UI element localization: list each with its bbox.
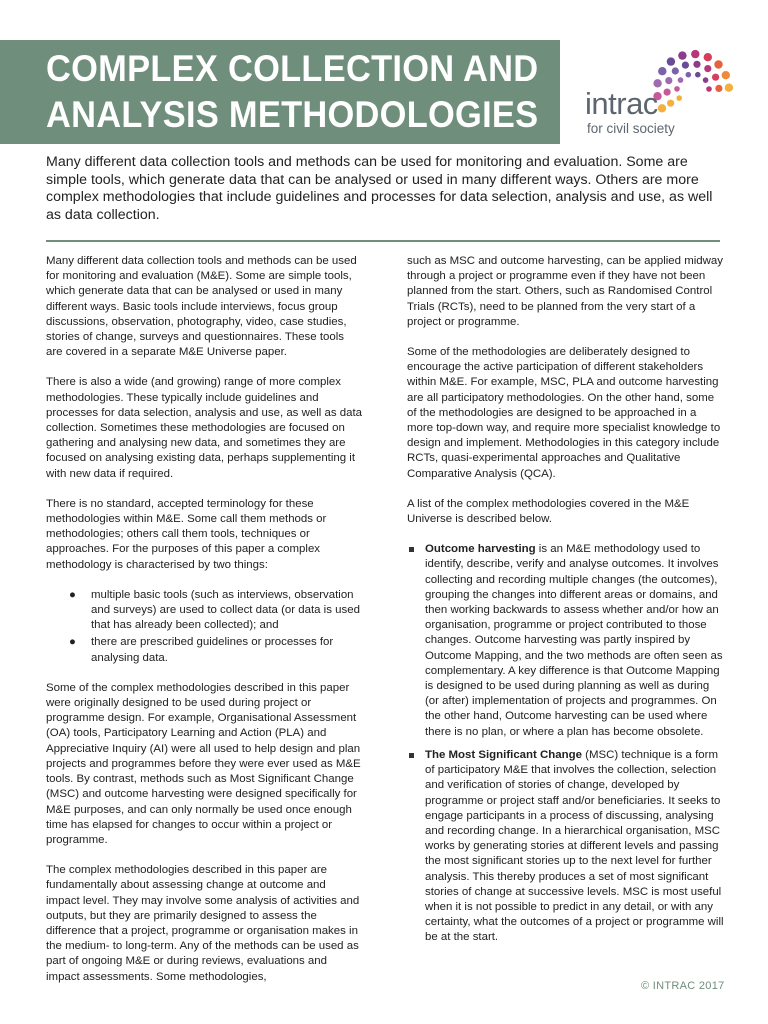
criteria-list (46, 588, 362, 666)
bullet-dot-icon: ● (69, 636, 76, 649)
logo-dot (658, 104, 666, 112)
title-line-2: ANALYSIS METHODOLOGIES (46, 94, 539, 135)
term-heading: The Most Significant Change (425, 748, 582, 761)
list-item-most-significant-change: The Most Significant Change (MSC) technique is a form of participatory M&E that involves the collection, selection and verification of stories of change, developed by programme or project staff and/or beneficiaries. It seeks to engage participants in a process of discussing, analysing and recording change. In a hierarchical organisation, MSC works by generating stories at different levels and passing the most significant stories up to the next level for further analysis. This thereby produces a set of most significant stories of change at successive levels. MSC is most useful when it is not possible to predict in any detail, or with any certainty, what the outcomes of a project or programme will be at the start. (407, 748, 725, 946)
logo-dot (693, 61, 700, 68)
list-item: ● there are prescribed guidelines or processes for analysing data. (69, 636, 334, 664)
term-heading: Outcome harvesting (425, 543, 536, 556)
right-column (407, 254, 725, 961)
paragraph: Some of the complex methodologies described in this paper were originally designed to be used during project or programme design. For example, Organisational Assessment (OA) tools, Participatory Learning and Action (PLA) and Appreciative Inquiry (AI) were all used to help design and plan projects and programmes before they were ever used as M&E tools. By contrast, methods such as Most Significant Change (MSC) and outcome harvesting were designed specifically for M&E purposes, and can only normally be used once enough time has elapsed for changes to occur within a project or programme. (46, 681, 361, 846)
logo-dot (678, 77, 684, 83)
logo-dot (672, 67, 679, 74)
methodology-list (407, 542, 725, 945)
logo-dot (691, 50, 699, 58)
logo-dot (658, 67, 666, 75)
list-item-outcome-harvesting: Outcome harvesting is an M&E methodology used to identify, describe, verify and analyse outcomes. It involves collecting and recording multiple changes (the outcomes), grouping the changes into different areas or domains, and then working backwards to assess whether and/or how an organisation, programme or project contributed to those changes. Outcome harvesting was partly inspired by Outcome Mapping, and the two methods are often seen as complementary. A key difference is that Outcome Mapping is designed to be used during planning as well as during (or after) implementation of projects and programmes. On the other hand, Outcome harvesting can be used where there is no plan, or where a plan has become obsolete. (407, 542, 725, 740)
left-column (46, 254, 362, 1000)
paragraph: A list of the complex methodologies covered in the M&E Universe is described below. (407, 497, 690, 526)
page-title (46, 46, 539, 138)
logo-dot (703, 77, 709, 83)
logo-dot (674, 86, 680, 92)
square-bullet-icon (409, 753, 414, 758)
logo-dot (682, 62, 689, 69)
title-line-1: COMPLEX COLLECTION AND (46, 48, 539, 89)
logo-dot (665, 77, 672, 84)
logo-wordmark: intrac (585, 86, 658, 121)
logo-dot (664, 89, 671, 96)
copyright-footer: © INTRAC 2017 (641, 980, 725, 992)
square-bullet-icon (409, 547, 414, 552)
paragraph: The complex methodologies described in this paper are fundamentally about assessing change at outcome and impact level. They may involve some analysis of activities and outputs, but they are primarily designed to assess the difference that a project, programme or organisation makes in the medium- to long-term. Any of the methods can be used as part of ongoing M&E or during reviews, evaluations and impact assessments. Some methodologies, (46, 864, 360, 983)
paragraph: Some of the methodologies are deliberately designed to encourage the active participation of different stakeholders within M&E. For example, MSC, PLA and outcome harvesting are all participatory methodologies. On the other hand, some of the methodologies are designed to be approached in a more top-down way, and require more specialist knowledge to design and implement. Methodologies in this category include RCTs, quasi-experimental approaches and Qualitative Comparative Analysis (QCA). (407, 346, 721, 480)
logo-dot (676, 95, 682, 101)
logo-dot (686, 72, 692, 78)
section-divider (46, 240, 720, 242)
logo-dot (704, 65, 711, 72)
list-item: ● multiple basic tools (such as interviews, observation and surveys) are used to collect data (or data is used that has already been collected); and (69, 588, 360, 632)
logo-dot (712, 74, 719, 81)
paragraph: Many different data collection tools and methods can be used for monitoring and evaluation (M&E). Some are simple tools, which generate data that can be analysed or used in many different ways. Basic tools include interviews, focus group discussions, observation, photography, video, case studies, stories of change, surveys and questionnaires. These tools are covered in a separate M&E Universe paper. (46, 255, 357, 359)
logo-dot (667, 57, 675, 65)
logo-dot (678, 51, 686, 59)
logo-dot (695, 72, 701, 78)
intro-paragraph: Many different data collection tools and methods can be used for monitoring and evaluation. Some are simple tools, which generate data that can be analysed or used in many different ways. Others are more complex methodologies that include guidelines and processes for data selection, analysis and use, as well as data collection. (46, 154, 713, 223)
logo-dot (722, 71, 730, 79)
paragraph: There is no standard, accepted terminology for these methodologies within M&E. Some call them methods or methodologies; others call them tools, techniques or approaches. For the purposes of this paper a complex methodology is characterised by two things: (46, 497, 327, 571)
paragraph: such as MSC and outcome harvesting, can be applied midway through a project or programme even if they have not been planned from the start. Others, such as Randomised Control Trials (RCTs), need to be planned from the very start of a project or programme. (407, 255, 723, 328)
logo-dot (706, 86, 712, 92)
bullet-dot-icon: ● (69, 588, 76, 601)
logo-dot (667, 100, 674, 107)
logo-dot (714, 60, 722, 68)
logo-tagline: for civil society (587, 121, 675, 136)
logo-dot (725, 84, 733, 92)
paragraph: There is also a wide (and growing) range of more complex methodologies. These typically include guidelines and processes for data selection, analysis and use, as well as data collection. Sometimes these methodologies are focused on gathering and analysing new data, and sometimes they are focused on analysing existing data, perhaps supplementing it with new data if required. (46, 376, 362, 480)
logo-dot (715, 85, 722, 92)
logo-dot (704, 53, 712, 61)
